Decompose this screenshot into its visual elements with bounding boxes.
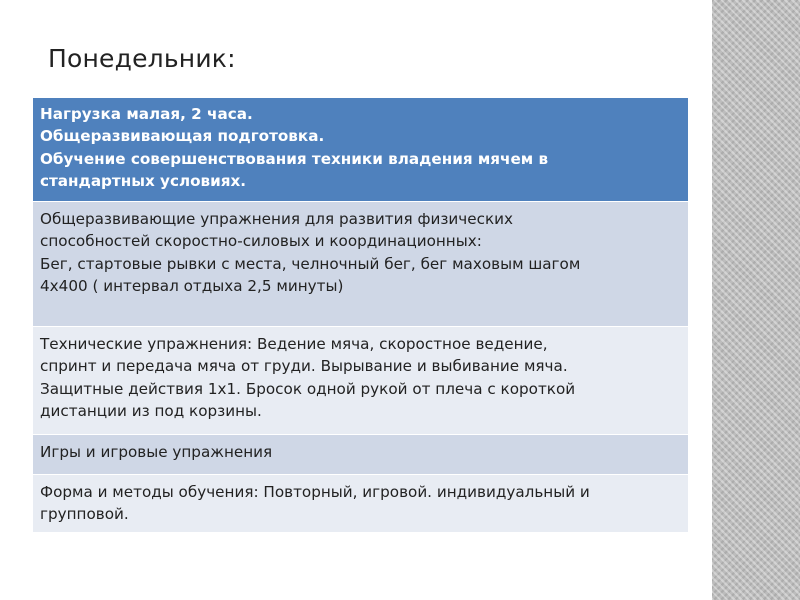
table-row (33, 435, 688, 475)
cell-line: спринт и передача мяча от груди. Вырывание и выбивание мяча. (40, 357, 568, 376)
table-row (33, 202, 688, 327)
cell-line: 4х400 ( интервал отдыха 2,5 минуты) (40, 277, 344, 296)
schedule-table (33, 98, 688, 533)
cell-line: Технические упражнения: Ведение мяча, скоростное ведение, (40, 335, 548, 353)
header-line: Общеразвивающая подготовка. (40, 127, 325, 146)
slide-title: Понедельник: (48, 44, 236, 73)
cell-line: групповой. (40, 505, 129, 524)
cell-line: Бег, стартовые рывки с места, челночный бег, бег маховым шагом (40, 254, 581, 273)
cell-line: Общеразвивающие упражнения для развития физических (40, 210, 513, 228)
cell-line: Форма и методы обучения: Повторный, игровой. индивидуальный и (40, 483, 590, 501)
table-row (33, 327, 688, 435)
header-line: Обучение совершенствования техники владения мячем в (40, 149, 549, 168)
cell-line: способностей скоростно-силовых и координационных: (40, 232, 482, 251)
table-header-row (33, 98, 688, 202)
cell-line: Игры и игровые упражнения (40, 443, 273, 461)
decorative-side-band (712, 0, 800, 600)
header-line: Нагрузка малая, 2 часа. (40, 105, 253, 123)
cell-line: Защитные действия 1х1. Бросок одной рукой от плеча с короткой (40, 379, 576, 398)
cell-line: дистанции из под корзины. (40, 402, 262, 421)
table-row (33, 475, 688, 533)
header-line: стандартных условиях. (40, 172, 247, 191)
